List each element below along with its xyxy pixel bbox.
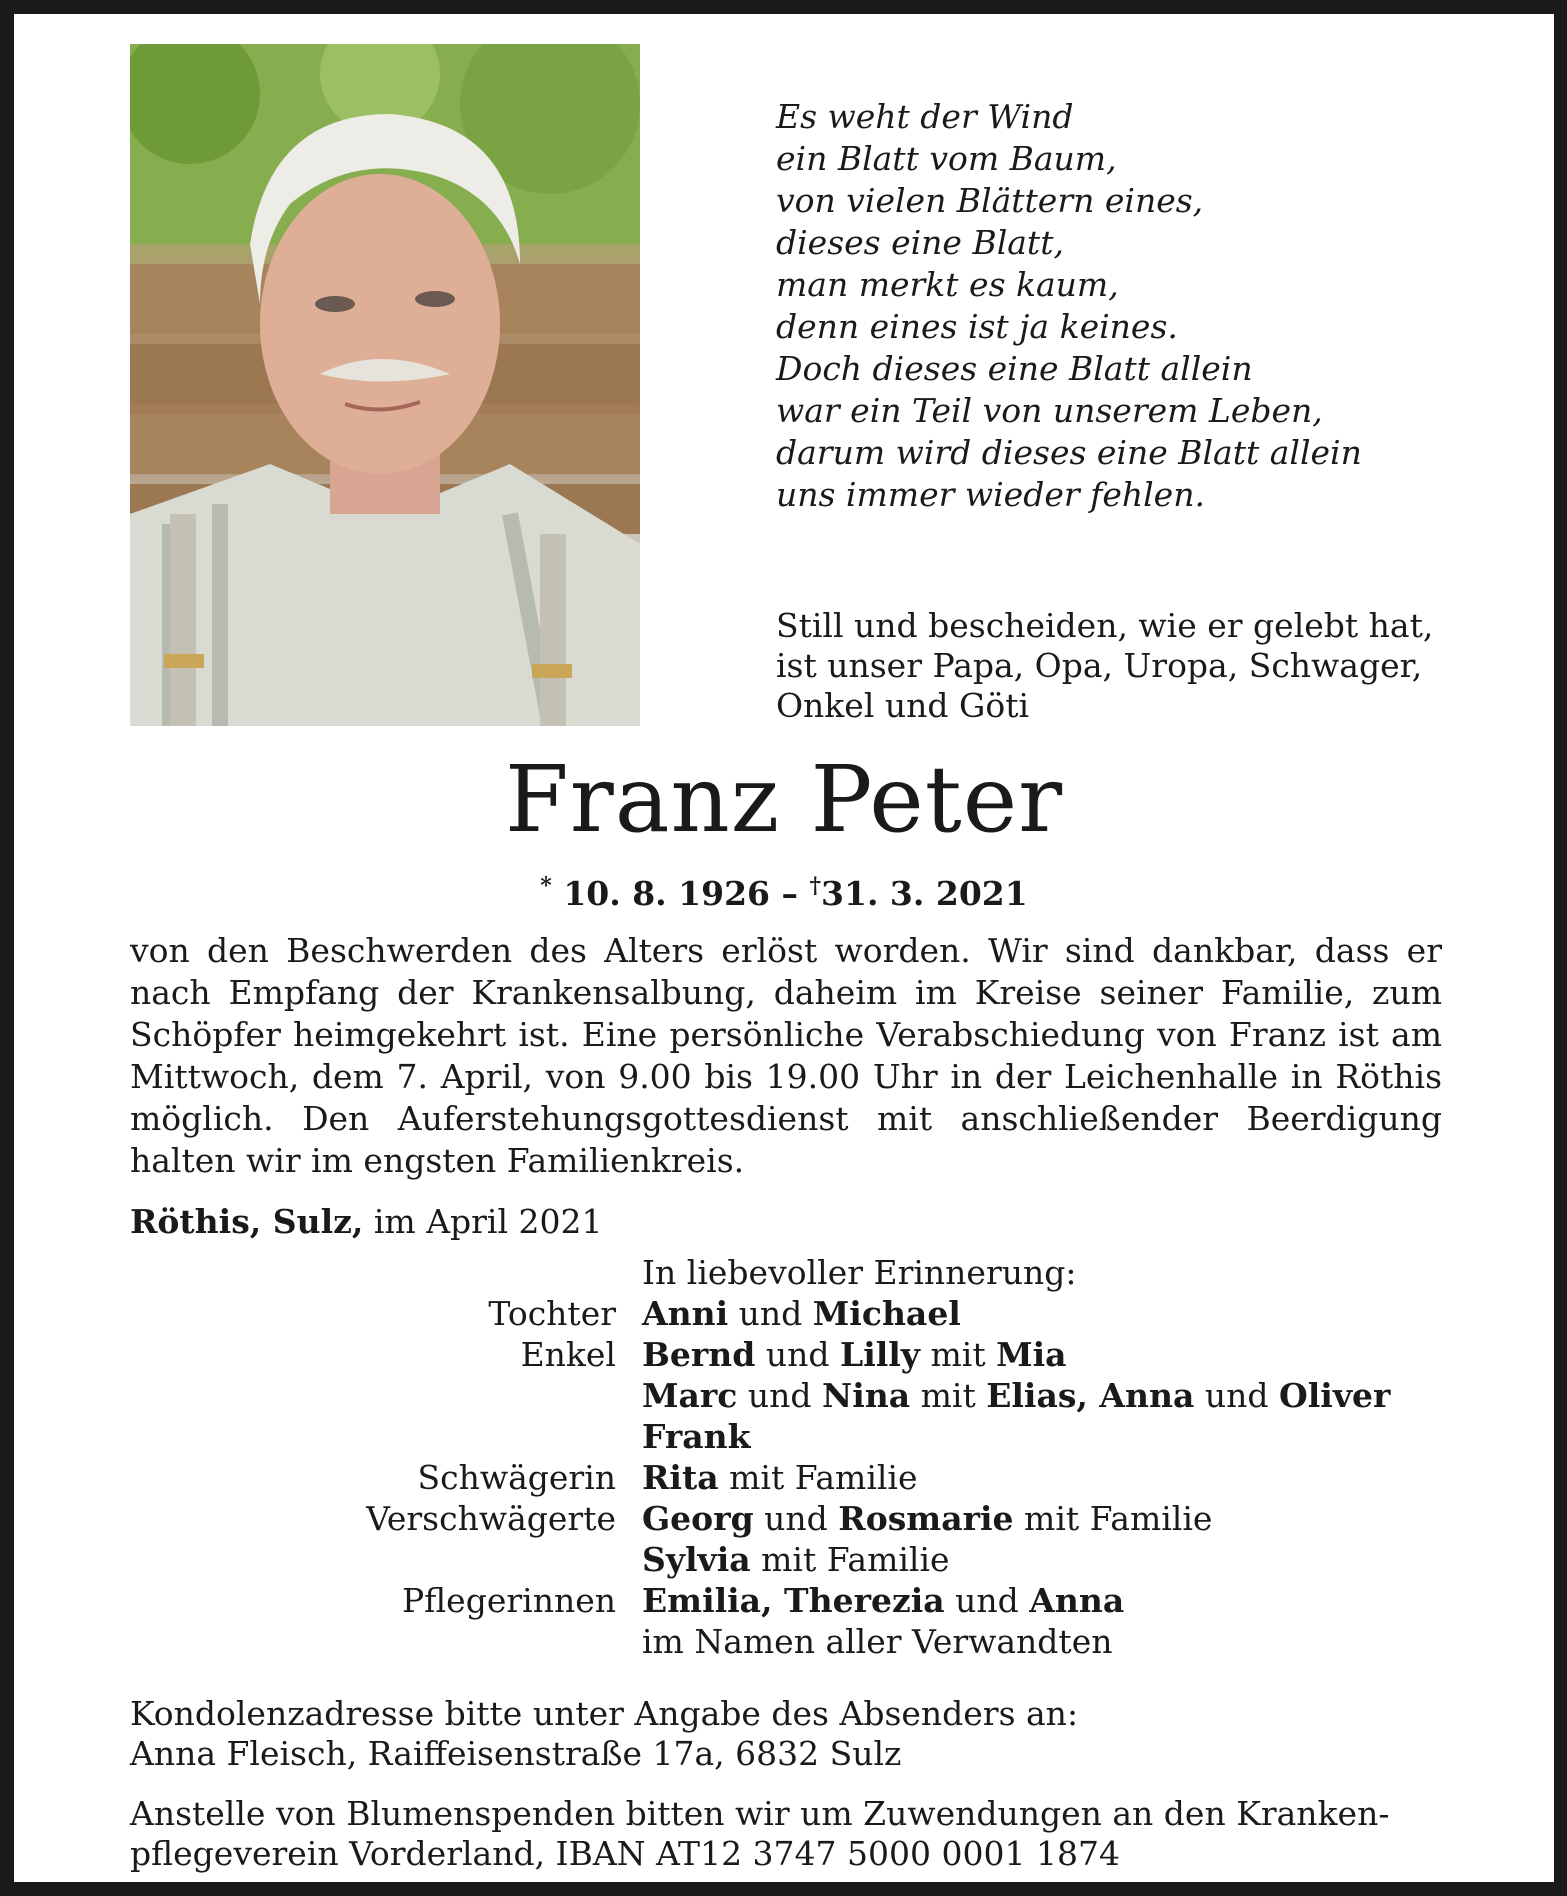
connector: mit — [920, 1376, 976, 1415]
connector: und — [764, 1499, 828, 1538]
intro-line: Onkel und Göti — [776, 686, 1030, 725]
poem-line: ein Blatt vom Baum, — [776, 139, 1117, 178]
connector: und — [765, 1335, 830, 1374]
family-member: Georg — [642, 1499, 754, 1538]
connector: mit Familie — [729, 1458, 918, 1497]
poem-line: von vielen Blättern eines, — [776, 181, 1204, 220]
family-row — [130, 1539, 1450, 1580]
connector: und — [747, 1376, 812, 1415]
death-mark: † — [809, 873, 822, 899]
connector: mit Familie — [1024, 1499, 1213, 1538]
family-member: Emilia, Therezia — [642, 1581, 945, 1620]
poem — [776, 96, 1362, 516]
role-label: Verschwägerte — [366, 1499, 616, 1538]
family-row — [130, 1580, 1450, 1621]
family-row — [130, 1334, 1450, 1375]
family-member: Bernd — [642, 1335, 756, 1374]
place-date — [130, 1202, 603, 1242]
portrait-illustration — [130, 44, 640, 726]
family-row — [130, 1293, 1450, 1334]
family-member: Sylvia — [642, 1540, 751, 1579]
family-row — [130, 1416, 1450, 1457]
role-label: Schwägerin — [417, 1458, 616, 1497]
donation-line: pflegeverein Vorderland, IBAN AT12 3747 5000 0001 1874 — [130, 1834, 1120, 1873]
connector: und — [955, 1581, 1019, 1620]
role-label: Tochter — [488, 1294, 616, 1333]
connector: mit — [930, 1335, 986, 1374]
family-member: Anni — [642, 1294, 729, 1333]
poem-line: darum wird dieses eine Blatt allein — [776, 433, 1362, 472]
poem-line: man merkt es kaum, — [776, 265, 1119, 304]
life-dates — [14, 866, 1554, 914]
poem-line: dieses eine Blatt, — [776, 223, 1064, 262]
family-member: Frank — [642, 1417, 751, 1456]
connector: und — [738, 1294, 803, 1333]
role-label: Pflegerinnen — [401, 1581, 616, 1620]
place-date-text: im April 2021 — [373, 1202, 603, 1241]
family-member: Michael — [812, 1294, 961, 1333]
birth-mark: * — [540, 873, 552, 899]
place-names: Röthis, Sulz, — [130, 1202, 364, 1241]
condolence-address — [130, 1694, 1078, 1774]
family-member: Anna — [1029, 1581, 1125, 1620]
body-text: von den Beschwerden des Alters erlöst worden. Wir sind dankbar, dass er nach Empfang der Krankensalbung, daheim im Kreise seiner Familie, zum Schöpfer heimgekehrt ist. Eine persönliche Verabschiedung von Franz ist am Mittwoch, dem 7. April, von 9.00 bis 19.00 Uhr in der Leichenhalle in Röthis möglich. Den Auferstehungsgottesdienst mit anschließender Beerdigung halten wir im engsten Familienkreis. — [130, 931, 1442, 1180]
family-member: Nina — [822, 1376, 911, 1415]
family-member: Elias, Anna — [986, 1376, 1195, 1415]
family-row — [130, 1498, 1450, 1539]
intro-line: ist unser Papa, Opa, Uropa, Schwager, — [776, 646, 1423, 685]
poem-line: Es weht der Wind — [776, 97, 1074, 136]
intro-line: Still und bescheiden, wie er gelebt hat, — [776, 606, 1434, 645]
donation-line: Anstelle von Blumenspenden bitten wir um Zuwendungen an den Kranken- — [130, 1794, 1390, 1833]
intro-text — [776, 606, 1433, 726]
connector: und — [1204, 1376, 1269, 1415]
family-member: Lilly — [839, 1335, 920, 1374]
date-dash: – — [781, 874, 798, 913]
family-member: Rosmarie — [838, 1499, 1014, 1538]
family-heading: In liebevoller Erinnerung: — [642, 1253, 1077, 1292]
donation-note — [130, 1794, 1442, 1874]
death-date: 31. 3. 2021 — [821, 874, 1028, 913]
birth-date: 10. 8. 1926 — [563, 874, 770, 913]
poem-line: uns immer wieder fehlen. — [776, 475, 1205, 514]
portrait-photo — [130, 44, 640, 726]
role-label: Enkel — [520, 1335, 616, 1374]
obituary-page — [14, 14, 1554, 1882]
connector: mit Familie — [761, 1540, 950, 1579]
condolence-line: Kondolenzadresse bitte unter Angabe des Absenders an: — [130, 1694, 1079, 1733]
family-closing: im Namen aller Verwandten — [642, 1622, 1113, 1661]
family-member: Mia — [996, 1335, 1067, 1374]
family-list — [130, 1252, 1450, 1662]
family-row — [130, 1375, 1450, 1416]
poem-line: war ein Teil von unserem Leben, — [776, 391, 1323, 430]
poem-line: denn eines ist ja keines. — [776, 307, 1178, 346]
family-row — [130, 1457, 1450, 1498]
deceased-name: Franz Peter — [504, 746, 1064, 853]
family-member: Oliver — [1279, 1376, 1391, 1415]
condolence-line: Anna Fleisch, Raiffeisenstraße 17a, 6832 Sulz — [130, 1734, 902, 1773]
family-member: Rita — [642, 1458, 719, 1497]
family-member: Marc — [642, 1376, 738, 1415]
poem-line: Doch dieses eine Blatt allein — [776, 349, 1253, 388]
